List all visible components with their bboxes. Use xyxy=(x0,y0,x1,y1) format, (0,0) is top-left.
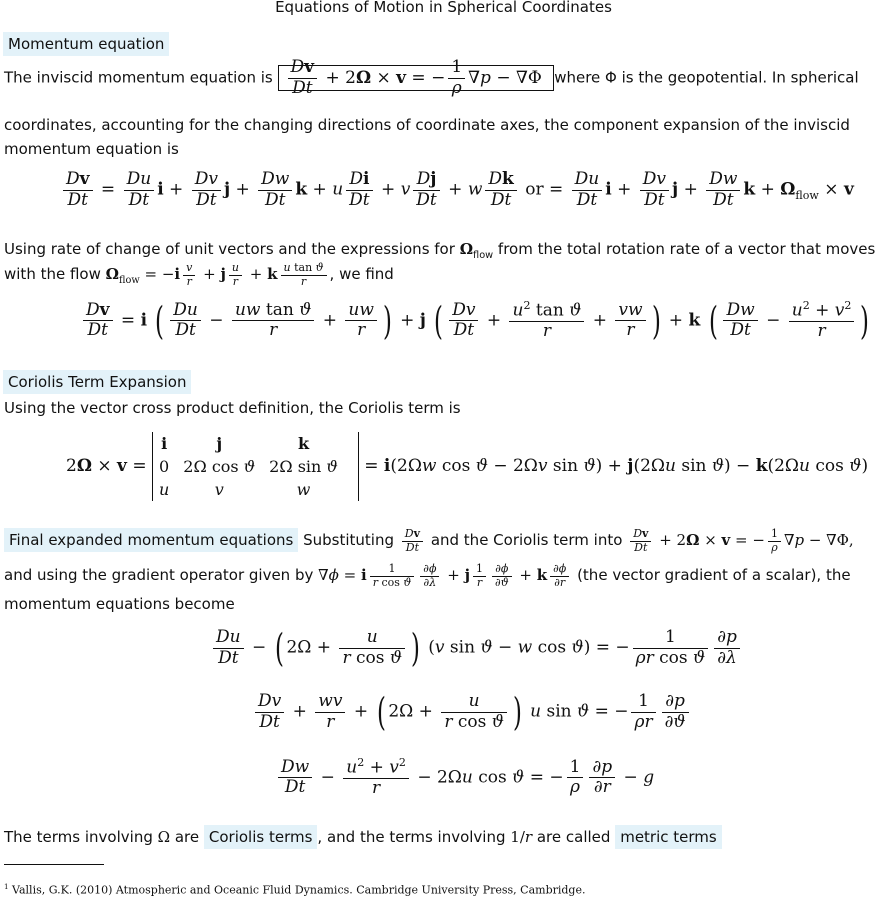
w-momentum-equation: $\frac{Dw}{Dt}$ − $\frac{u^2 + v^2}{r}$ − 2Ωu cos ϑ = − $\frac{1}{\rho}$ $\frac{\partial p}{\partial r}$ − g xyxy=(275,757,654,799)
section-heading-coriolis: Coriolis Term Expansion xyxy=(3,373,191,391)
momentum-equation-boxed: $\frac{Dv}{Dt}$ + 2Ω × v = − $\frac{1}{\rho}$ ∇p − ∇Φ xyxy=(278,65,555,91)
momentum-para2: coordinates, accounting for the changing directions of coordinate axes, the component expansion of the inviscid xyxy=(4,116,850,134)
coriolis-determinant-equation: 2Ω × v = i j k 0 2Ω cos ϑ 2Ω sin ϑ u v w = i(2Ωw cos ϑ − 2Ωv sin ϑ) + j(2Ωu sin ϑ) − k(2Ωu cos ϑ) xyxy=(66,434,869,499)
v-momentum-equation: $\frac{Dv}{Dt}$ + $\frac{wv}{r}$ + ( 2Ω + $\frac{u}{\text{r cos ϑ}}$ ) u sin ϑ = − $\frac{1}{\rho r}$ $\frac{\partial p}{\partial ϑ}$ xyxy=(252,692,692,732)
metric-terms-label: metric terms xyxy=(615,825,722,849)
momentum-para3: momentum equation is xyxy=(4,140,179,158)
determinant-matrix: i j k 0 2Ω cos ϑ 2Ω sin ϑ u v w xyxy=(152,432,359,501)
final-text-line3: momentum equations become xyxy=(4,595,235,613)
page-title: Equations of Motion in Spherical Coordinates xyxy=(275,0,612,16)
u-momentum-equation: $\frac{Du}{Dt}$ − ( 2Ω + $\frac{u}{\text{r cos ϑ}}$ ) (v sin ϑ − w cos ϑ) = − $\frac{1}{\text{ρr cos ϑ}}$ $\frac{\partial p}{\partial\lambda}$ xyxy=(210,628,743,668)
rotation-text-line2: with the flow $\Omega_{flow} = -i$ $\frac{v}{r}$ + j $\frac{u}{r}$ + k $\frac{\text{u tan ϑ}}{r}$ , we find xyxy=(4,261,394,288)
coriolis-terms-label: Coriolis terms xyxy=(204,825,318,849)
footnote: $^1$ Vallis, G.K. (2010) Atmospheric and Oceanic Fluid Dynamics. Cambridge University Press, Cambridge. xyxy=(4,882,586,897)
closing-sentence: The terms involving Ω are Coriolis terms , and the terms involving 1/r are called metric terms xyxy=(4,826,722,849)
dv-dt-expansion: $\frac{Dv}{Dt}$ = i ( $\frac{Du}{Dt}$ − $\frac{\text{uw tan ϑ}}{r}$ + $\frac{uw}{r}$ ) + j ( $\frac{Dv}{Dt}$ + $\frac{u^2 \tan ϑ}{r}$ + $\frac{vw}{r}$ ) + k ( $\frac{Dw}{Dt}$ − $\frac{u^2 + v^2}{r}$ ) xyxy=(80,300,872,342)
final-text-line1: Final expanded momentum equations Substituting $\frac{Dv}{Dt}$ and the Coriolis term into $\frac{Dv}{Dt}$ + 2Ω × v = − $\frac{1}{\rho}$ ∇p − ∇Φ, xyxy=(4,528,854,554)
section-heading-momentum: Momentum equation xyxy=(3,35,169,53)
section-heading-final: Final expanded momentum equations xyxy=(4,528,298,552)
rotation-text-line1: Using rate of change of unit vectors and the expressions for $\Omega_{flow}$ from the total rotation rate of a vector that moves xyxy=(4,240,876,261)
final-text-line2: and using the gradient operator given by ∇ϕ = i $\frac{1}{\text{r cos ϑ}}$ $\frac{\partial\phi}{\partial\lambda}$ + j $\frac{1}{r}$ $\frac{\partial\phi}{\partial ϑ}$ + k $\frac{\partial\phi}{\partial r}$ (the vector gradient of a scalar), the xyxy=(4,562,851,589)
footnote-divider xyxy=(4,864,104,865)
coriolis-text: Using the vector cross product definition, the Coriolis term is xyxy=(4,399,461,417)
component-expansion-equation: $\frac{Dv}{Dt}$ = $\frac{Du}{Dt}$ i + $\frac{Dv}{Dt}$ j + $\frac{Dw}{Dt}$ k + u $\frac{Di}{Dt}$ + v $\frac{Dj}{Dt}$ + w $\frac{Dk}{Dt}$ or = $\frac{Du}{Dt}$ i + $\frac{Dv}{Dt}$ j + $\frac{Dw}{Dt}$ $k + \Omega_{flow} \times v$ xyxy=(60,170,854,210)
momentum-intro: The inviscid momentum equation is $\frac{Dv}{Dt}$ + 2Ω × v = − $\frac{1}{\rho}$ ∇p − ∇Φ where Φ is the geopotential. In spherical xyxy=(4,57,859,98)
